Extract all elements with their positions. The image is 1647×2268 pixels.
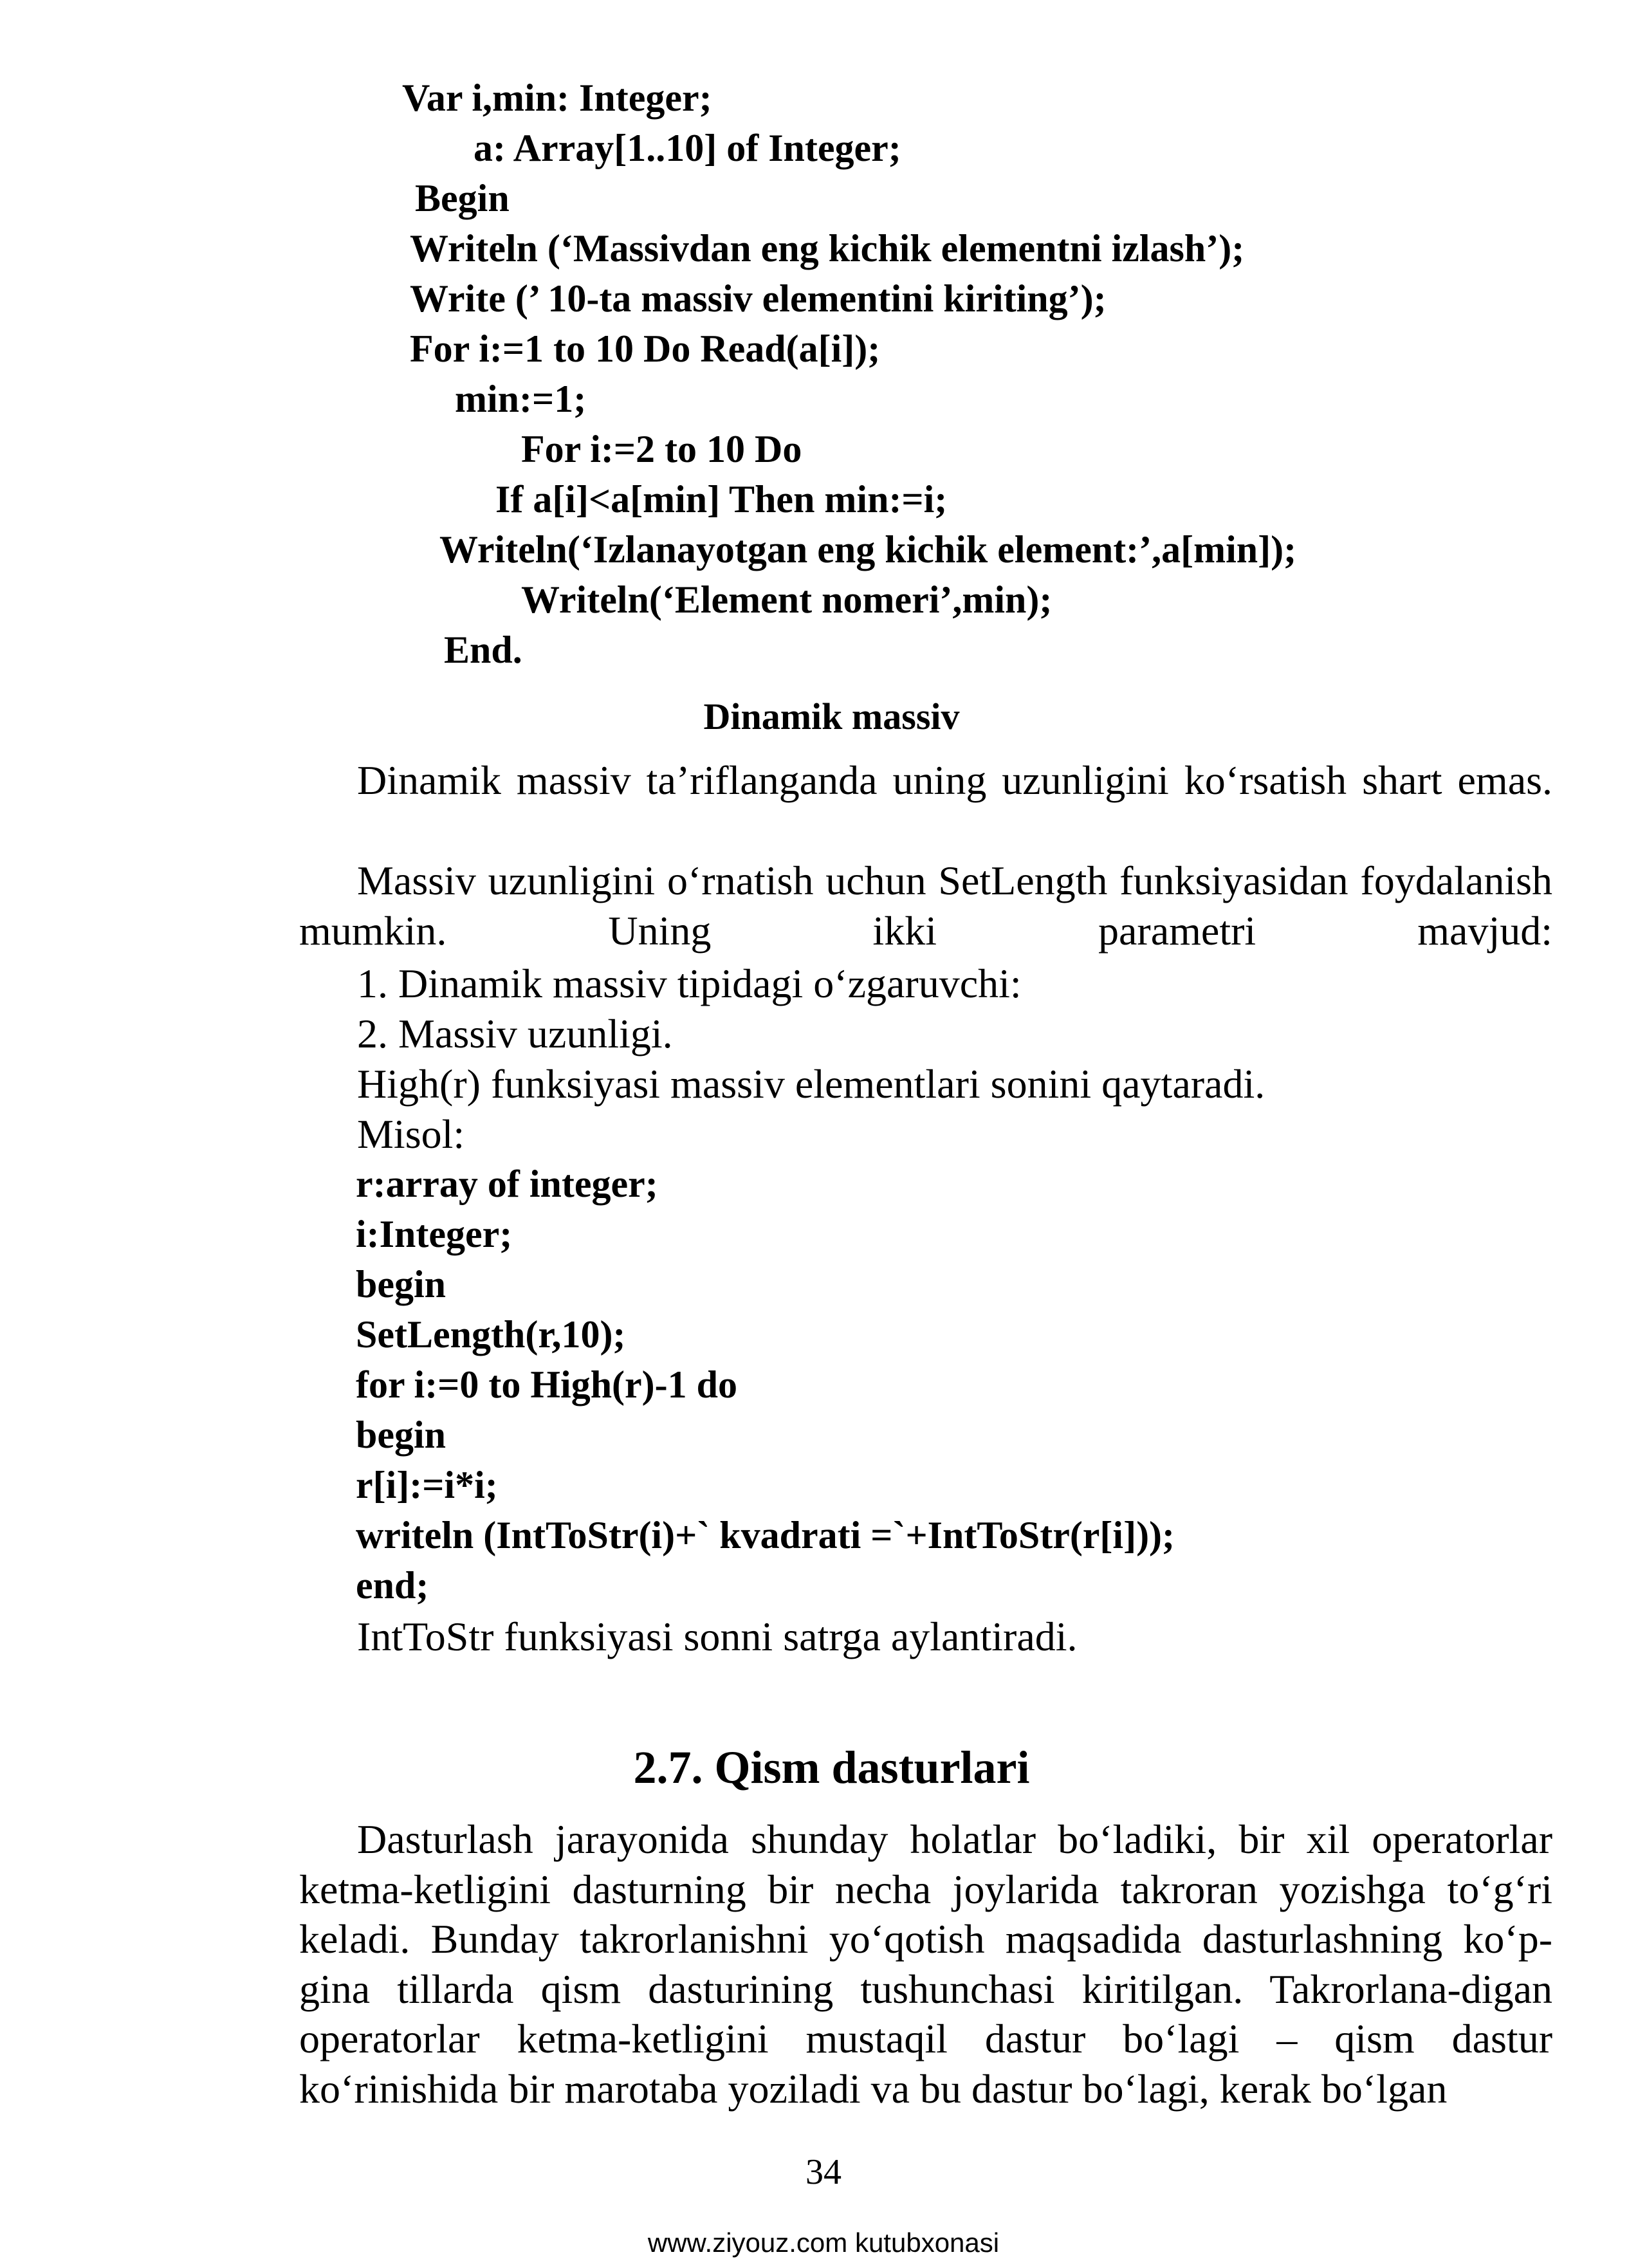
example-code-line-7: r[i]:=i*i; [356,1464,498,1506]
section-heading: Dinamik massiv [703,696,960,737]
paragraph-dinamik: Dinamik massiv ta’riflanganda uning uzunligini ko‘rsatish shart emas. [357,757,1552,803]
code-line-9: If a[i]<a[min] Then min:=i; [495,478,948,521]
code-line-5: Write (’ 10-ta massiv elementini kiriting’); [410,277,1107,320]
inttostr-description: IntToStr funksiyasi sonni satrga aylantiradi. [357,1614,1078,1659]
example-code-line-1: r:array of integer; [356,1163,658,1205]
code-line-1: Var i,min: Integer; [402,77,712,119]
code-line-11: Writeln(‘Element nomeri’,min); [521,578,1053,621]
example-code-line-3: begin [356,1263,446,1305]
chapter-heading: 2.7. Qism dasturlari [633,1742,1030,1793]
example-code-line-4: SetLength(r,10); [356,1313,626,1356]
example-code-line-6: begin [356,1414,446,1456]
example-code-line-9: end; [356,1564,429,1607]
code-line-2: a: Array[1..10] of Integer; [474,127,901,169]
code-line-4: Writeln (‘Massivdan eng kichik elementni izlash’); [410,227,1245,270]
example-code-line-5: for i:=0 to High(r)-1 do [356,1363,737,1406]
example-code-line-2: i:Integer; [356,1213,513,1255]
footer-watermark: www.ziyouz.com kutubxonasi [647,2227,1000,2258]
misol-label: Misol: [357,1111,465,1157]
list-item-1: 1. Dinamik massiv tipidagi o‘zgaruvchi: [357,961,1022,1006]
code-line-10: Writeln(‘Izlanayotgan eng kichik element:’,a[min]); [439,528,1297,571]
paragraph-setlength: Massiv uzunligini o‘rnatish uchun SetLength funksiyasidan foydalanish mumkin. Uning ikki parametri mavjud: [299,858,1552,954]
page-number: 34 [805,2152,842,2192]
high-description: High(r) funksiyasi massiv elementlari sonini qaytaradi. [357,1061,1265,1107]
code-line-7: min:=1; [455,378,587,420]
paragraph-qism-dasturlari: Dasturlash jarayonida shunday holatlar bo‘ladiki, bir xil operatorlar ketma-ketligini dasturning bir necha joylarida takroran yozishga to‘g‘ri keladi. Bunday takrorlanishni yo‘qotish maqsadida dasturlashning ko‘p-gina tillarda qism dasturining tushunchasi kiritilgan. Takrorlana-digan operatorlar ketma-ketligini mustaqil dastur bo‘lagi – qism dastur ko‘rinishida bir marotaba yoziladi va bu dastur bo‘lagi, kerak bo‘lgan [299,1816,1552,2112]
code-line-3: Begin [415,177,510,219]
code-line-12: End. [444,629,522,671]
code-line-6: For i:=1 to 10 Do Read(a[i]); [410,327,881,370]
example-code-line-8: writeln (IntToStr(i)+` kvadrati =`+IntToStr(r[i])); [356,1514,1175,1556]
list-item-2: 2. Massiv uzunligi. [357,1011,673,1056]
code-line-8: For i:=2 to 10 Do [521,428,802,470]
